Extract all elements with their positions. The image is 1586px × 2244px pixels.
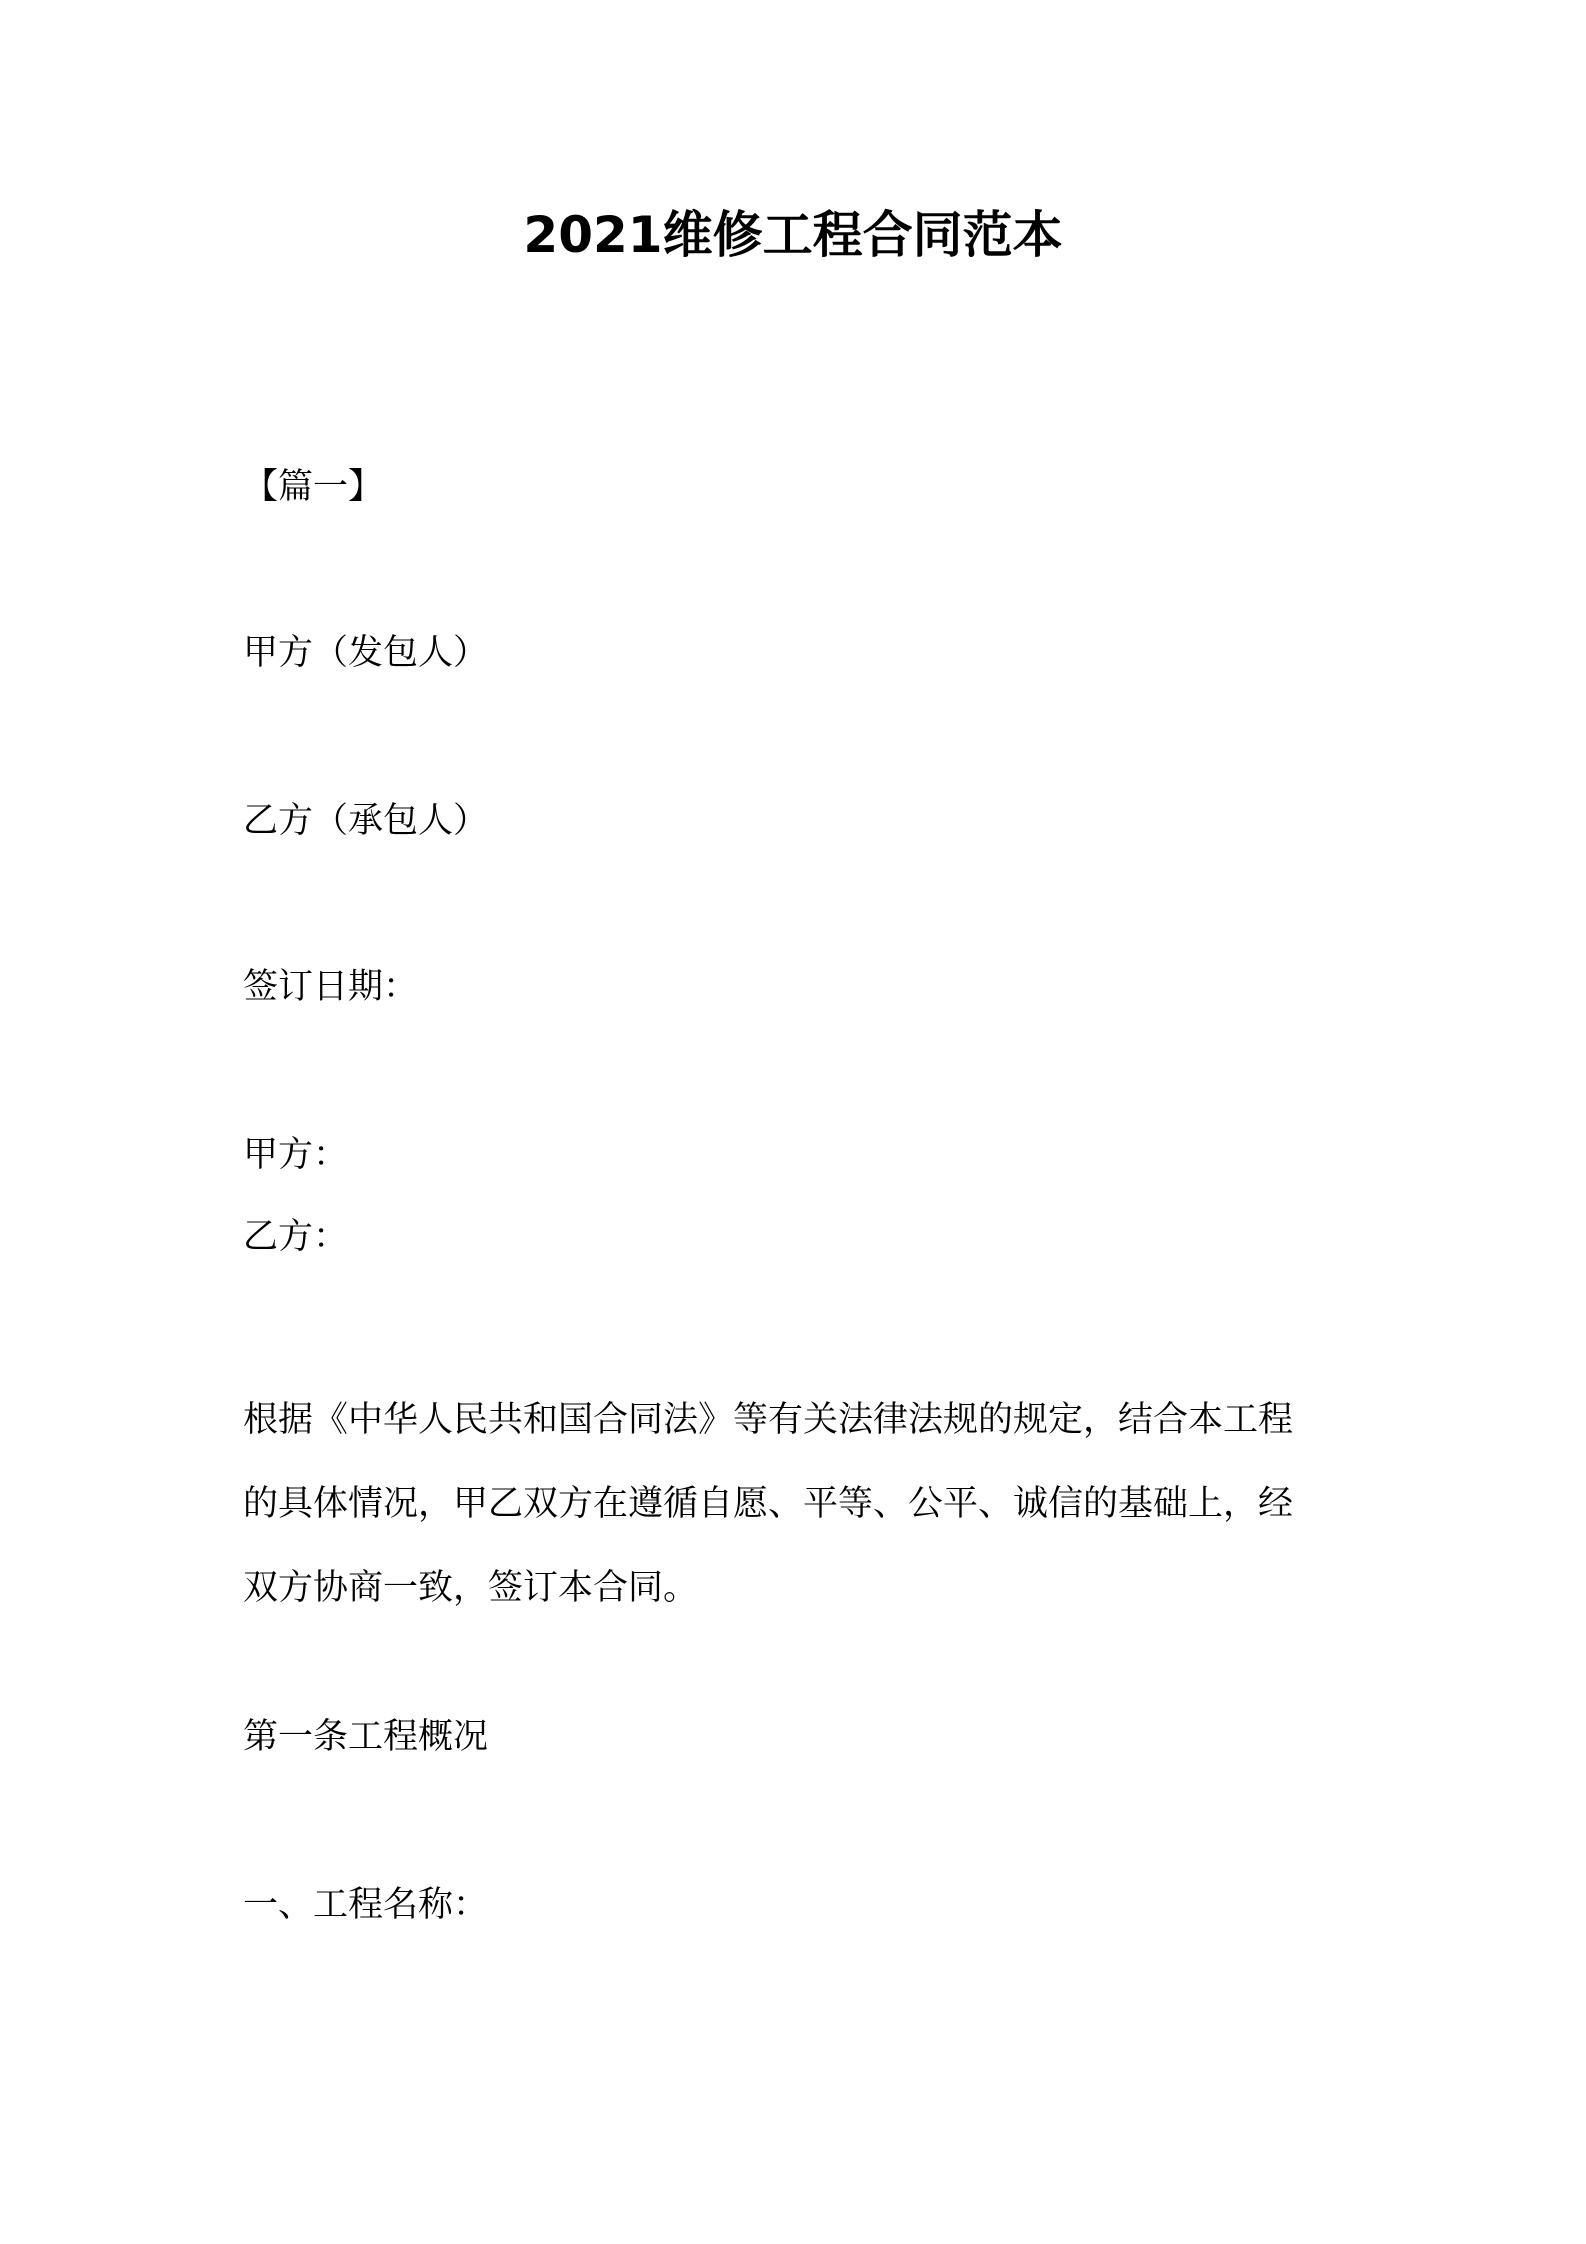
party-a-role-line: 甲方（发包人） (243, 633, 489, 673)
intro-line: 的具体情况，甲乙双方在遵循自愿、平等、公平、诚信的基础上，经 (243, 1484, 1294, 1524)
intro-line: 根据《中华人民共和国合同法》等有关法律法规的规定，结合本工程 (243, 1400, 1294, 1440)
intro-line: 双方协商一致，签订本合同。 (243, 1568, 699, 1608)
section-mark: 【篇一】 (243, 467, 384, 507)
party-a-label: 甲方： (243, 1135, 349, 1175)
intro-paragraph (243, 1378, 1363, 1630)
sign-date-label: 签订日期： (243, 967, 419, 1007)
article-1-heading: 第一条工程概况 (243, 1717, 489, 1757)
party-b-label: 乙方： (243, 1217, 349, 1257)
document-title: 2021维修工程合同范本 (523, 206, 1063, 264)
party-b-role-line: 乙方（承包人） (243, 801, 489, 841)
project-name-label: 一、工程名称： (243, 1885, 489, 1925)
